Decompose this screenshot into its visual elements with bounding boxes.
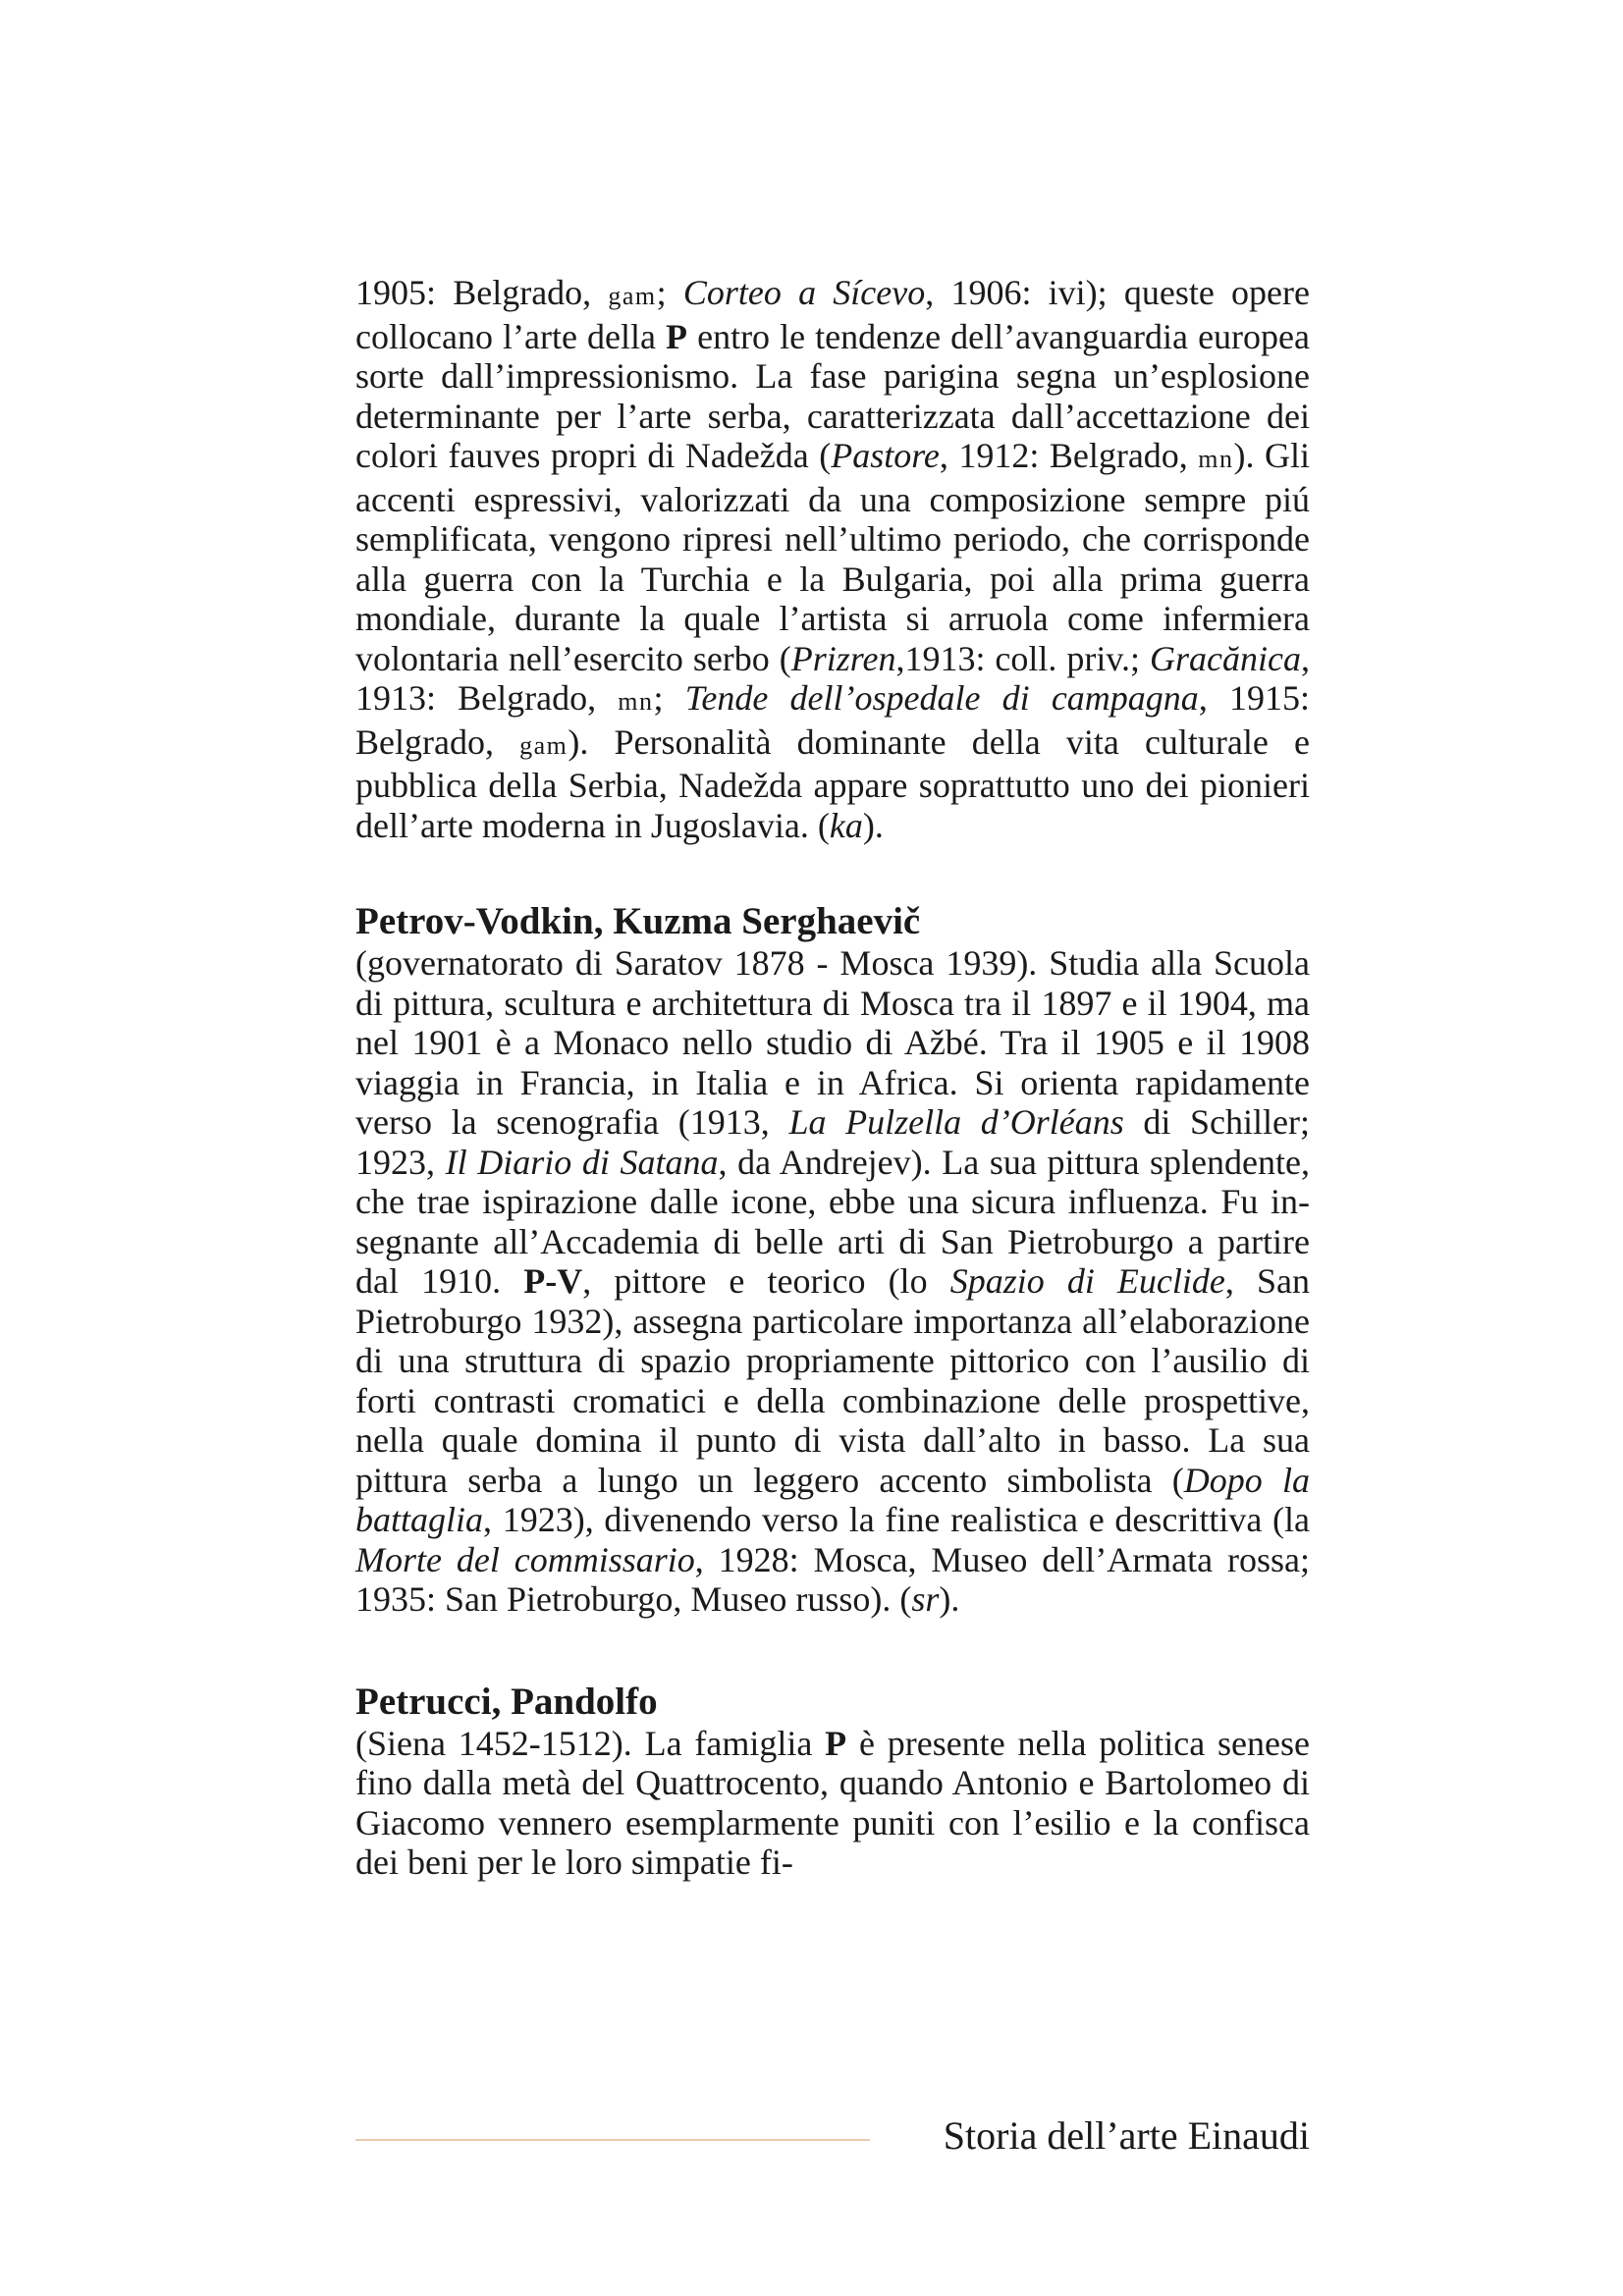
text-run: , pittore e teorico (lo xyxy=(582,1261,950,1301)
text-run: , 1912: Belgrado, xyxy=(939,436,1199,475)
text-run: ; xyxy=(653,678,685,718)
text-run: ). xyxy=(862,805,884,845)
artwork-title: Prizren xyxy=(790,638,896,678)
text-run: 1905: Belgrado, xyxy=(355,273,609,312)
artwork-title: Corteo a Sícevo xyxy=(682,273,926,312)
artwork-title: Gracănica xyxy=(1150,638,1302,678)
text-run: , 1906: ivi); queste opere collocano l’arte della xyxy=(355,273,1310,356)
text-run: ; xyxy=(656,273,683,312)
text-run: , San Pietroburgo 1932), assegna particolare importanza all’elaborazione di una struttura di spazio propriamente pittorico con l’ausilio di forti contrasti cromatici e della combinazione delle prospettive, nella quale domina il punto di vista dall’alto in basso. La sua pittura serba a lungo un leggero accento simbolista ( xyxy=(355,1261,1311,1500)
text-run: entro le tendenze dell’avanguardia europea sorte dall’impressionismo. La fase parigina segna un’esplosione determinante per l’arte serba, caratterizzata dall’accettazione dei colori fauves propri di Nadežda ( xyxy=(355,316,1310,475)
text-run: ). Gli accenti espressivi, valorizzati da una composizione sempre piú semplificata, vengono ripresi nell’ultimo periodo, che corrisponde alla guerra con la Turchia e la Bulgaria, poi alla prima guerra mondiale, durante la quale l’artista si arruola come infermiera volontaria nell’esercito serbo ( xyxy=(355,436,1310,678)
entry-abbrev: P xyxy=(666,316,688,356)
museum-abbrev: gam xyxy=(608,282,657,310)
text-run: ). Personalità dominante della vita culturale e pubblica della Serbia, Nadežda appare soprattutto uno dei pionieri dell’arte moderna in Jugoslavia. ( xyxy=(355,721,1310,845)
entry-abbrev: P-V xyxy=(523,1261,583,1301)
entry-petrov-vodkin-paragraph xyxy=(355,943,1310,1620)
entry-title-petrov-vodkin: Petrov-Vodkin, Kuzma Serghaevič xyxy=(355,900,921,942)
text-run: , 1913: Belgrado, xyxy=(355,638,1311,718)
author-initials: ka xyxy=(829,805,863,845)
text-run: ,1913: coll. priv.; xyxy=(895,638,1151,678)
entry-title-petrucci: Petrucci, Pandolfo xyxy=(355,1680,658,1723)
text-run: , 1915: Belgrado, xyxy=(355,678,1310,762)
artwork-title: La Pulzella d’Orléans xyxy=(788,1102,1124,1142)
artwork-title: Tende dell’ospedale di campagna xyxy=(684,678,1199,718)
text-run: ). xyxy=(939,1579,960,1619)
text-run: , 1923), divenendo verso la fine realistica e descrittiva (la xyxy=(483,1500,1310,1539)
spacer xyxy=(355,845,1310,900)
author-initials: sr xyxy=(911,1579,940,1619)
artwork-title: Morte del commissario xyxy=(355,1539,695,1579)
text-run: , 1928: Mosca, Museo dell’Armata rossa; 1935: San Pietroburgo, Museo russo). ( xyxy=(355,1539,1311,1619)
museum-abbrev: mn xyxy=(1198,445,1234,473)
text-run: , da Andrejev). La sua pittura splendente, che trae ispirazione dalle icone, ebbe una sicura influenza. Fu insegnante all’Accademia di belle arti di San Pietroburgo a partire dal 1910. xyxy=(355,1142,1310,1301)
museum-abbrev: gam xyxy=(519,730,568,760)
museum-abbrev: mn xyxy=(618,687,654,716)
artwork-title: Il Diario di Satana xyxy=(445,1142,719,1182)
spacer xyxy=(355,1620,1310,1681)
footer-title: Storia dell’arte Einaudi xyxy=(943,2113,1310,2158)
text-run: (governatorato di Saratov 1878 - Mosca 1939). Studia alla Scuola di pittura, scultura e architettura di Mosca tra il 1897 e il 1904, ma nel 1901 è a Monaco nello studio di Ažbé. Tra il 1905 e il 1908 viaggia in Francia, in Italia e in Africa. Si orienta rapidamente verso la scenografia (1913, xyxy=(355,943,1310,1142)
text-run: è presente nella politica senese fino dalla metà del Quattrocento, quando Antonio e Bartolomeo di Giacomo vennero esemplarmente puniti con l’esilio e la confisca dei beni per le loro simpatie fi- xyxy=(355,1723,1310,1882)
entry-continuation-paragraph xyxy=(355,273,1310,845)
entry-abbrev: P xyxy=(825,1723,847,1763)
text-column xyxy=(355,273,1310,1883)
entry-petrucci-paragraph xyxy=(355,1724,1310,1883)
artwork-title: Spazio di Euclide xyxy=(949,1261,1225,1301)
artwork-title: Dopo la battaglia xyxy=(355,1460,1310,1539)
artwork-title: Pastore xyxy=(831,436,940,475)
text-run: (Siena 1452-1512). La famiglia xyxy=(355,1723,826,1763)
text-run: di Schiller; 1923, xyxy=(355,1102,1310,1182)
footer-rule xyxy=(355,2139,870,2141)
